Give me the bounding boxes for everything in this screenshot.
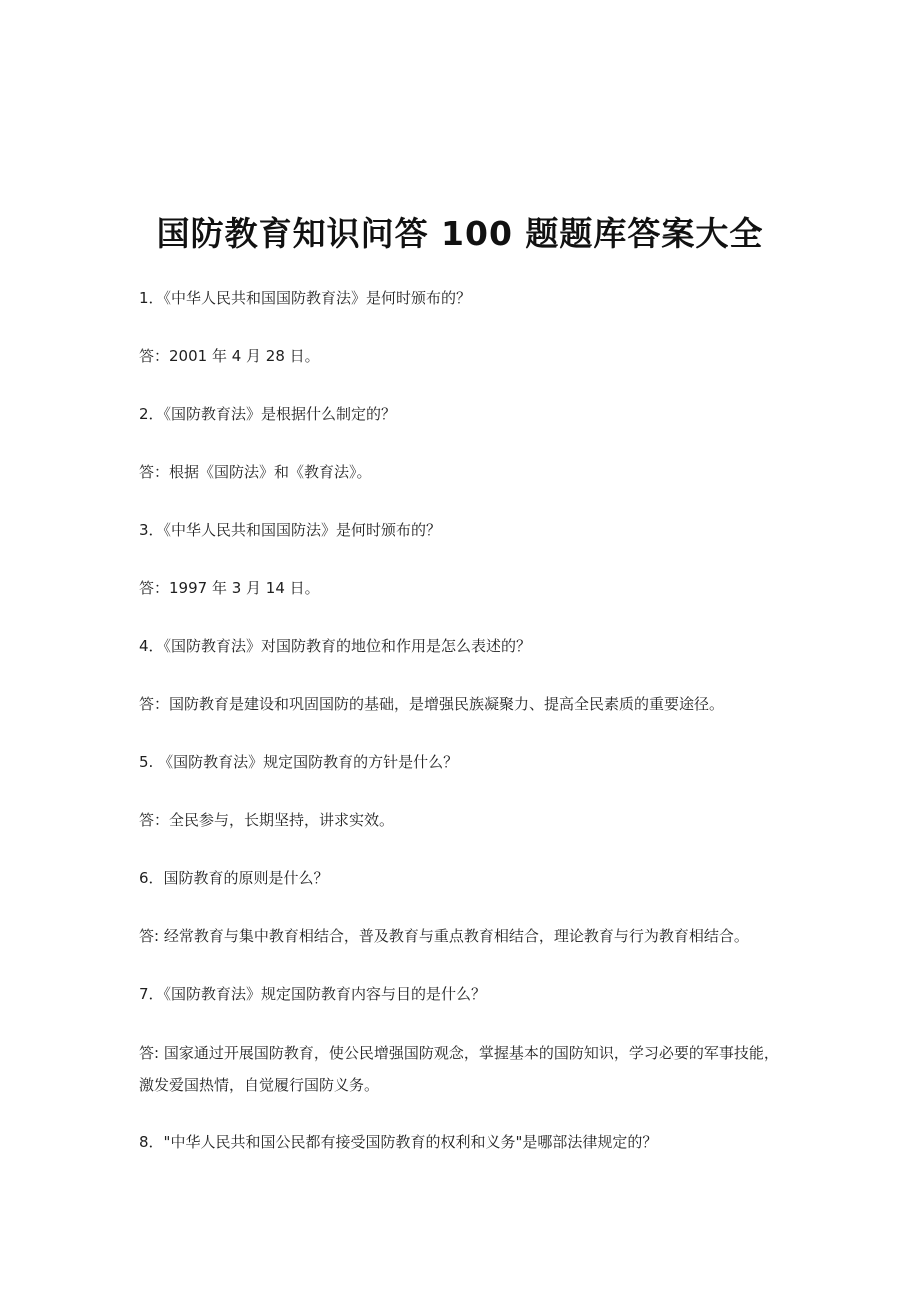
question-7: 7．《国防教育法》规定国防教育内容与目的是什么？ (139, 985, 487, 1003)
question-3: 3．《中华人民共和国国防法》是何时颁布的？ (139, 521, 442, 539)
answer-3: 答：1997 年 3 月 14 日。 (139, 579, 320, 597)
answer-4: 答：国防教育是建设和巩固国防的基础，是增强民族凝聚力、提高全民素质的重要途径。 (139, 695, 725, 713)
answer-2: 答：根据《国防法》和《教育法》。 (139, 463, 372, 481)
qa-list (139, 283, 789, 1185)
question-5: 5. 《国防教育法》规定国防教育的方针是什么？ (139, 753, 459, 771)
answer-5: 答：全民参与，长期坚持，讲求实效。 (139, 811, 395, 829)
answer-7: 答: 国家通过开展国防教育，使公民增强国防观念，掌握基本的国防知识，学习必要的军事技能，激发爱国热情，自觉履行国防义务。 (139, 1044, 779, 1094)
answer-6: 答: 经常教育与集中教育相结合，普及教育与重点教育相结合，理论教育与行为教育相结合。 (139, 927, 749, 945)
question-2: 2．《国防教育法》是根据什么制定的？ (139, 405, 397, 423)
question-8: 8．"中华人民共和国公民都有接受国防教育的权利和义务"是哪部法律规定的？ (139, 1133, 658, 1151)
question-1: 1．《中华人民共和国国防教育法》是何时颁布的？ (139, 289, 472, 307)
answer-1: 答：2001 年 4 月 28 日。 (139, 347, 320, 365)
question-4: 4．《国防教育法》对国防教育的地位和作用是怎么表述的？ (139, 637, 532, 655)
document-title: 国防教育知识问答 100 题题库答案大全 (156, 214, 764, 253)
question-6: 6．国防教育的原则是什么？ (139, 869, 329, 887)
